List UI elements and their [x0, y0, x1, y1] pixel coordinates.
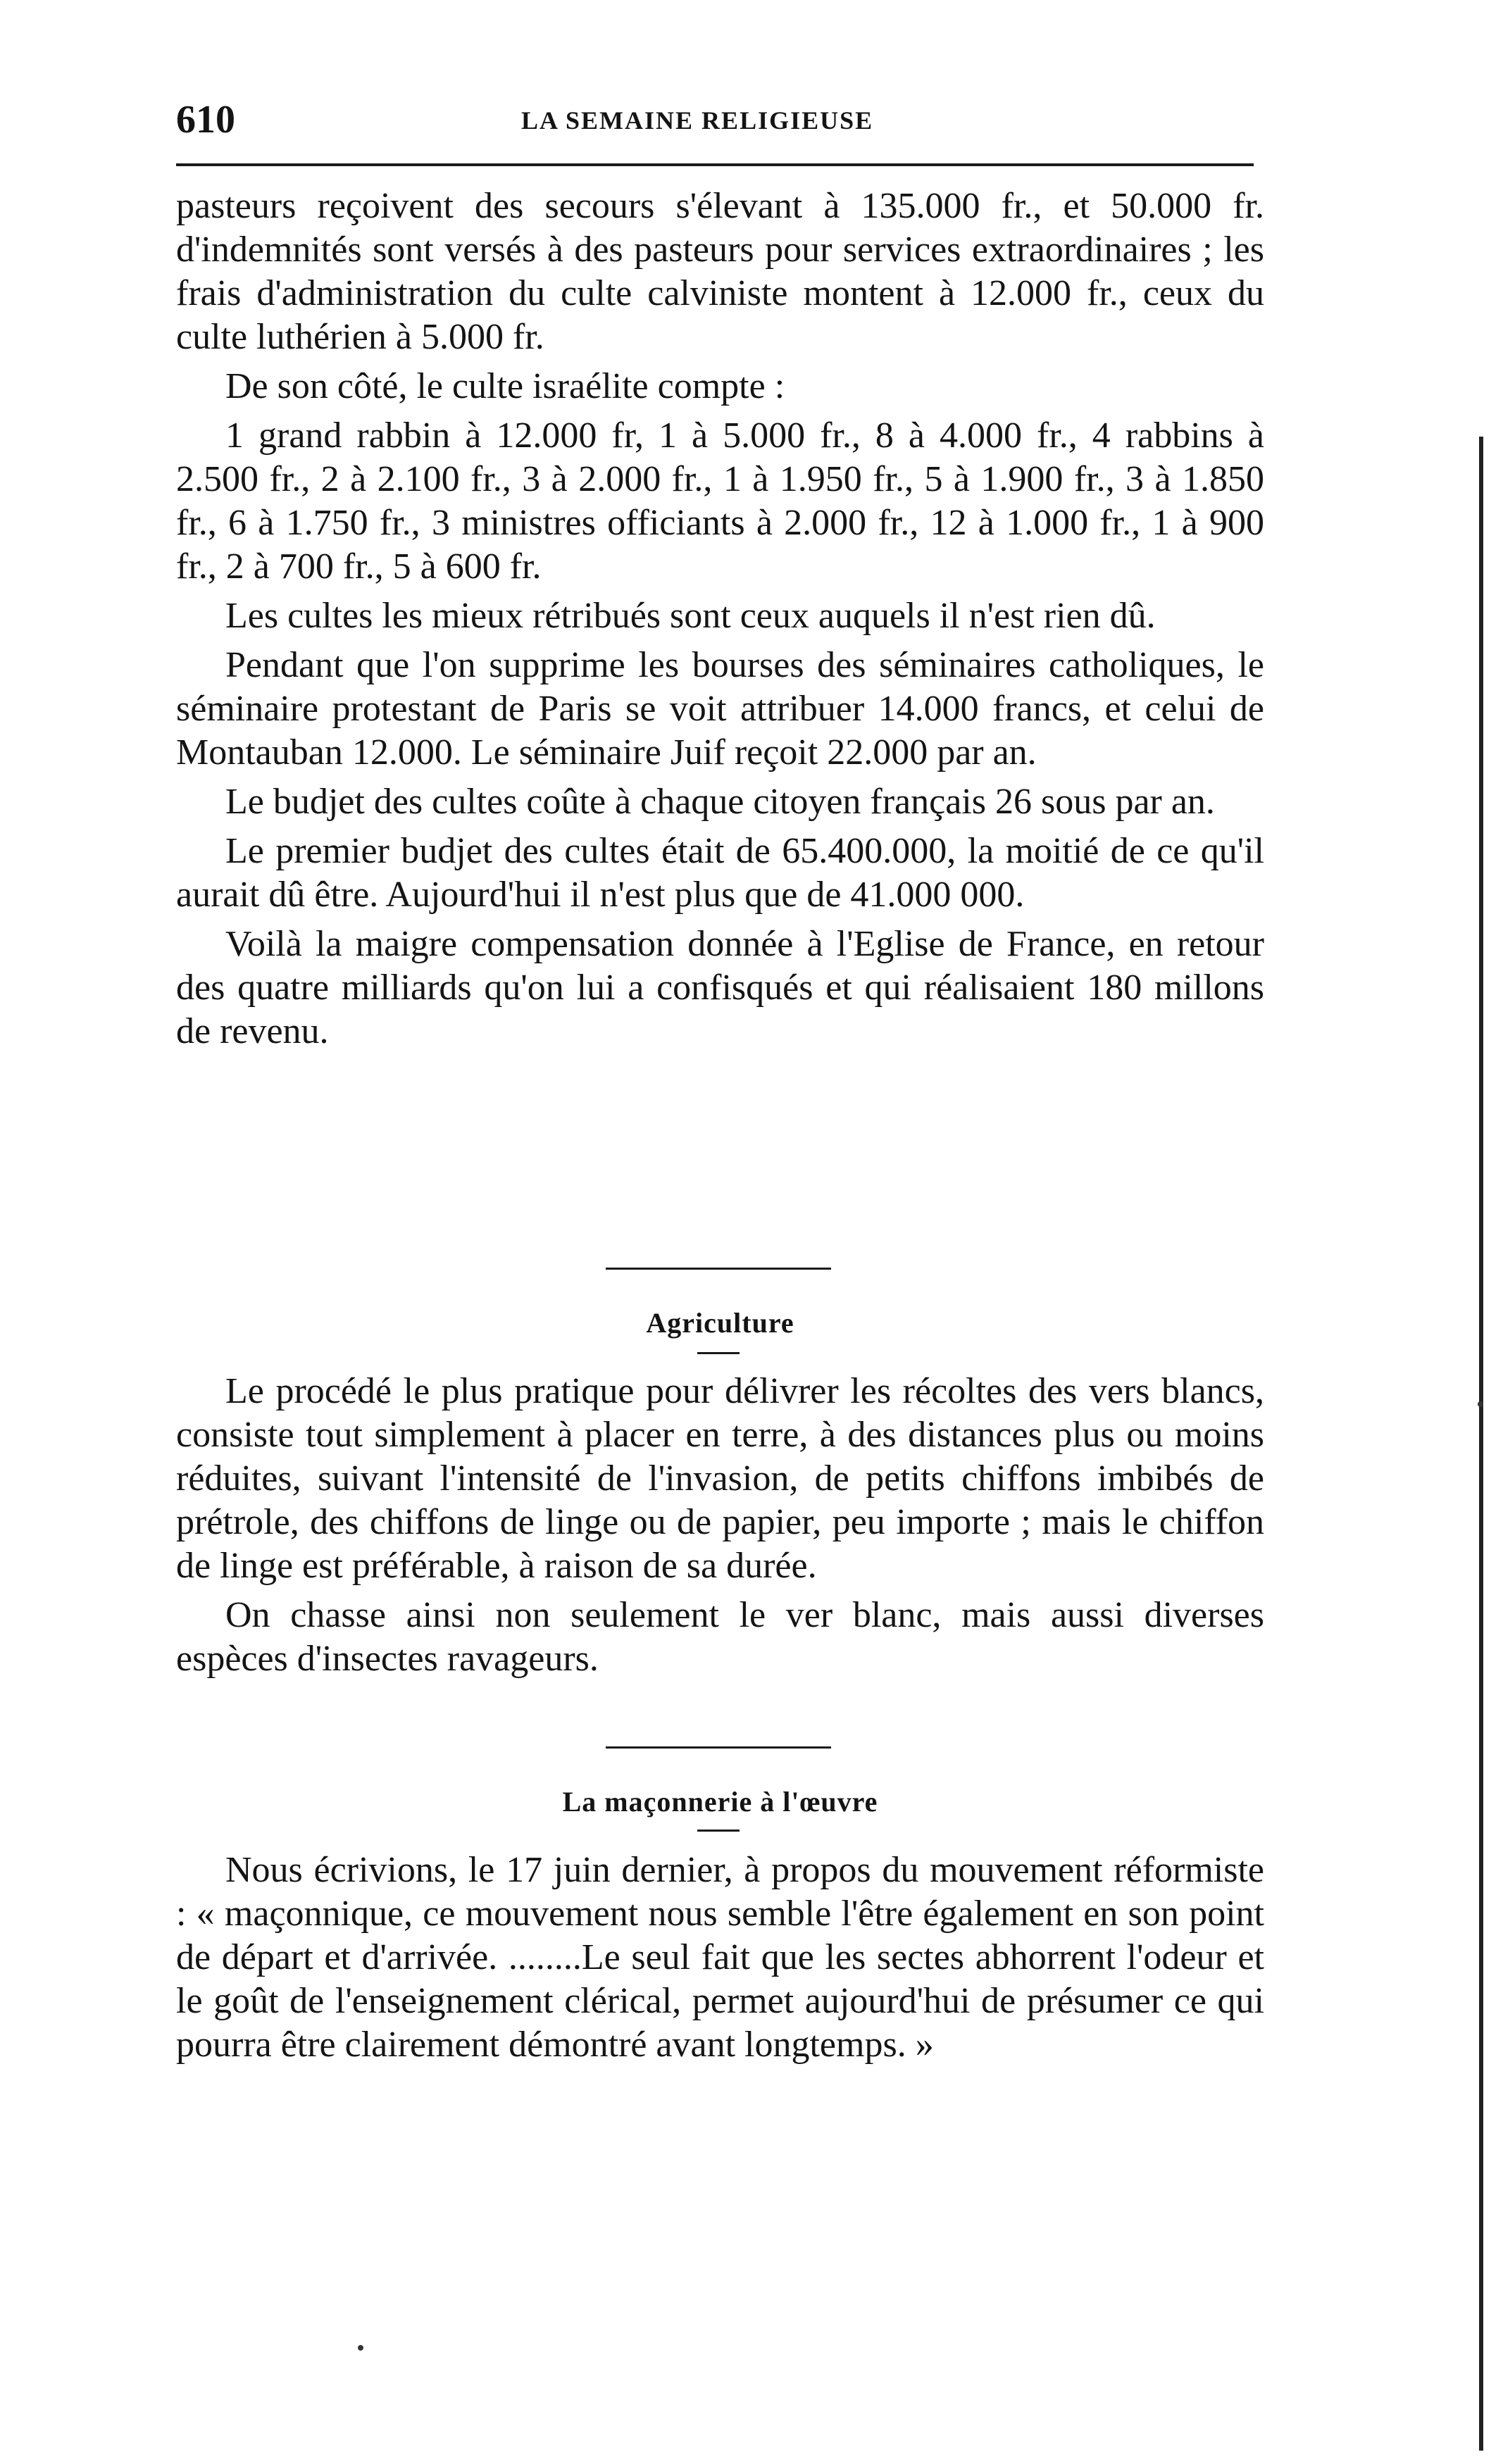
- paragraph: Le budjet des cultes coûte à chaque citoyen français 26 sous par an.: [225, 782, 1215, 822]
- page-number: 610: [176, 98, 235, 142]
- page-header: [176, 97, 1254, 146]
- heading-rule: [697, 1830, 740, 1832]
- scan-speck: [358, 2345, 363, 2351]
- section-divider: [606, 1268, 831, 1270]
- header-rule: [176, 163, 1254, 166]
- heading-rule: [697, 1352, 740, 1354]
- paragraph: Le premier budjet des cultes était de 65.400.000, la moitié de ce qu'il aurait dû être. Aujourd'hui il n'est plus que de 41.000 000.: [176, 831, 1264, 915]
- section-maconnerie: [176, 1849, 1264, 2072]
- paragraph: Voilà la maigre compensation donnée à l'Eglise de France, en retour des quatre milliards qu'on lui a confisqués et qui réalisaient 180 millons de revenu.: [176, 924, 1264, 1051]
- paragraph: pasteurs reçoivent des secours s'élevant à 135.000 fr., et 50.000 fr. d'indemnités sont versés à des pasteurs pour services extraordinaires ; les frais d'administration du culte calviniste montent à 12.000 fr., ceux du culte luthérien à 5.000 fr.: [176, 186, 1264, 357]
- section-heading-maconnerie: La maçonnerie à l'œuvre: [562, 1786, 878, 1818]
- paragraph: Le procédé le plus pratique pour délivrer les récoltes des vers blancs, consiste tout simplement à placer en terre, à des distances plus ou moins réduites, suivant l'intensité de l'invasion, de petits chiffons imbibés de prétrole, des chiffons de linge ou de papier, peu importe ; mais le chiffon de linge est préférable, à raison de sa durée.: [176, 1371, 1264, 1586]
- section-heading-agriculture: Agriculture: [646, 1307, 794, 1339]
- paragraph: On chasse ainsi non seulement le ver blanc, mais aussi diverses espèces d'insectes ravageurs.: [176, 1595, 1264, 1679]
- paragraph: Les cultes les mieux rétribués sont ceux auquels il n'est rien dû.: [225, 596, 1156, 636]
- running-title: LA SEMAINE RELIGIEUSE: [521, 106, 874, 135]
- paragraph: 1 grand rabbin à 12.000 fr, 1 à 5.000 fr., 8 à 4.000 fr., 4 rabbins à 2.500 fr., 2 à 2.100 fr., 3 à 2.000 fr., 1 à 1.950 fr., 5 à 1.900 fr., 3 à 1.850 fr., 6 à 1.750 fr., 3 ministres officiants à 2.000 fr., 12 à 1.000 fr., 1 à 900 fr., 2 à 700 fr., 5 à 600 fr.: [176, 415, 1264, 587]
- scan-margin-edge: [1479, 437, 1483, 2451]
- paragraph: De son côté, le culte israélite compte :: [225, 366, 785, 406]
- section-divider: [606, 1746, 831, 1749]
- section-agriculture: [176, 1370, 1264, 1687]
- paragraph: Nous écrivions, le 17 juin dernier, à propos du mouvement réformiste : « maçonnique, ce mouvement nous semble l'être également en son point de départ et d'arrivée. ........Le seul fait que les sectes abhorrent l'odeur et le goût de l'enseignement clérical, permet aujourd'hui de présumer ce qui pourra être clairement démontré avant longtemps. »: [176, 1850, 1264, 2065]
- scan-speck: [1478, 1401, 1483, 1407]
- paragraph: Pendant que l'on supprime les bourses des séminaires catholiques, le séminaire protestant de Paris se voit attribuer 14.000 francs, et celui de Montauban 12.000. Le séminaire Juif reçoit 22.000 par an.: [176, 645, 1264, 773]
- section-budget: [176, 185, 1264, 1059]
